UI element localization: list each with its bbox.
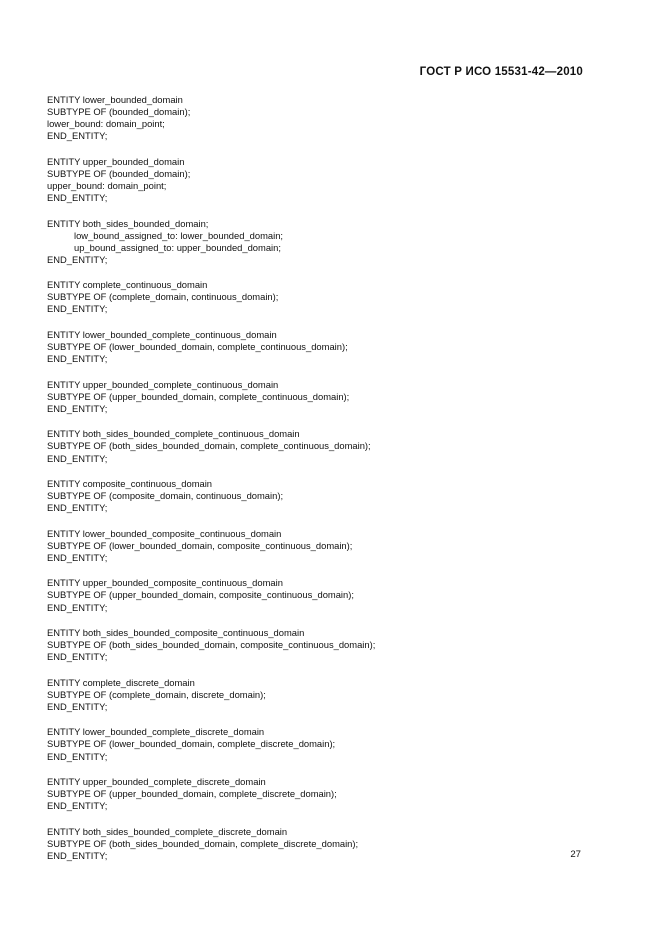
entity-definition-block bbox=[47, 218, 607, 266]
entity-definition-block bbox=[47, 677, 607, 713]
code-line: upper_bound: domain_point; bbox=[47, 179, 167, 191]
entity-definition-block bbox=[47, 428, 607, 464]
entity-definition-block bbox=[47, 826, 607, 862]
entity-definition-block bbox=[47, 528, 607, 564]
code-line: ENTITY complete_discrete_domain bbox=[47, 676, 195, 688]
entity-definition-block bbox=[47, 627, 607, 663]
document-header: ГОСТ Р ИСО 15531-42—2010 bbox=[419, 66, 583, 78]
code-line: END_ENTITY; bbox=[47, 651, 108, 663]
code-line: SUBTYPE OF (upper_bounded_domain, complete_continuous_domain); bbox=[47, 390, 350, 402]
code-line: ENTITY lower_bounded_complete_continuous_domain bbox=[47, 328, 277, 340]
code-line: SUBTYPE OF (both_sides_bounded_domain, complete_discrete_domain); bbox=[47, 837, 359, 849]
code-line: END_ENTITY; bbox=[47, 130, 108, 142]
code-line: END_ENTITY; bbox=[47, 402, 108, 414]
entity-definition-block bbox=[47, 379, 607, 415]
code-line: ENTITY both_sides_bounded_complete_discrete_domain bbox=[47, 825, 288, 837]
code-line: END_ENTITY; bbox=[47, 502, 108, 514]
code-line: SUBTYPE OF (lower_bounded_domain, complete_discrete_domain); bbox=[47, 738, 336, 750]
code-line: END_ENTITY; bbox=[47, 700, 108, 712]
code-line: ENTITY composite_continuous_domain bbox=[47, 477, 213, 489]
page-number: 27 bbox=[570, 849, 581, 860]
code-line: END_ENTITY; bbox=[47, 601, 108, 613]
code-line: SUBTYPE OF (complete_domain, continuous_domain); bbox=[47, 291, 279, 303]
code-line: ENTITY upper_bounded_complete_continuous_domain bbox=[47, 378, 279, 390]
code-line: END_ENTITY; bbox=[47, 353, 108, 365]
entity-definition-block bbox=[47, 726, 607, 762]
code-line: ENTITY both_sides_bounded_domain; bbox=[47, 217, 209, 229]
code-line: ENTITY upper_bounded_complete_discrete_domain bbox=[47, 776, 266, 788]
entity-definition-block bbox=[47, 279, 607, 315]
code-line: ENTITY complete_continuous_domain bbox=[47, 279, 208, 291]
code-line: SUBTYPE OF (bounded_domain); bbox=[47, 167, 191, 179]
code-line: END_ENTITY; bbox=[47, 452, 108, 464]
entity-definition-block bbox=[47, 329, 607, 365]
code-line: END_ENTITY; bbox=[47, 303, 108, 315]
code-line: SUBTYPE OF (both_sides_bounded_domain, complete_continuous_domain); bbox=[47, 440, 371, 452]
entity-definition-block bbox=[47, 577, 607, 613]
code-line: END_ENTITY; bbox=[47, 551, 108, 563]
code-line: SUBTYPE OF (lower_bounded_domain, composite_continuous_domain); bbox=[47, 539, 353, 551]
code-line: SUBTYPE OF (composite_domain, continuous_domain); bbox=[47, 490, 284, 502]
code-line: lower_bound: domain_point; bbox=[47, 118, 165, 130]
code-line: ENTITY lower_bounded_complete_discrete_domain bbox=[47, 726, 265, 738]
code-line: SUBTYPE OF (bounded_domain); bbox=[47, 106, 191, 118]
code-line: ENTITY lower_bounded_composite_continuous_domain bbox=[47, 527, 282, 539]
entity-definition-block bbox=[47, 776, 607, 812]
code-line: up_bound_assigned_to: upper_bounded_domain; bbox=[74, 241, 281, 253]
entity-definition-block bbox=[47, 478, 607, 514]
code-line: ENTITY upper_bounded_domain bbox=[47, 155, 185, 167]
code-line: low_bound_assigned_to: lower_bounded_domain; bbox=[74, 229, 284, 241]
code-line: END_ENTITY; bbox=[47, 800, 108, 812]
code-line: END_ENTITY; bbox=[47, 849, 108, 861]
express-code-listing bbox=[47, 94, 607, 875]
entity-definition-block bbox=[47, 156, 607, 204]
code-line: ENTITY both_sides_bounded_complete_continuous_domain bbox=[47, 428, 300, 440]
entity-definition-block bbox=[47, 94, 607, 142]
code-line: ENTITY both_sides_bounded_composite_continuous_domain bbox=[47, 627, 305, 638]
code-line: SUBTYPE OF (upper_bounded_domain, complete_discrete_domain); bbox=[47, 788, 337, 800]
code-line: SUBTYPE OF (lower_bounded_domain, complete_continuous_domain); bbox=[47, 341, 348, 353]
code-line: SUBTYPE OF (upper_bounded_domain, composite_continuous_domain); bbox=[47, 589, 354, 601]
code-line: ENTITY lower_bounded_domain bbox=[47, 94, 183, 105]
code-line: END_ENTITY; bbox=[47, 253, 108, 265]
code-line: END_ENTITY; bbox=[47, 750, 108, 762]
code-line: ENTITY upper_bounded_composite_continuous_domain bbox=[47, 577, 283, 589]
code-line: SUBTYPE OF (complete_domain, discrete_domain); bbox=[47, 688, 266, 700]
code-line: SUBTYPE OF (both_sides_bounded_domain, composite_continuous_domain); bbox=[47, 639, 376, 651]
code-line: END_ENTITY; bbox=[47, 192, 108, 204]
